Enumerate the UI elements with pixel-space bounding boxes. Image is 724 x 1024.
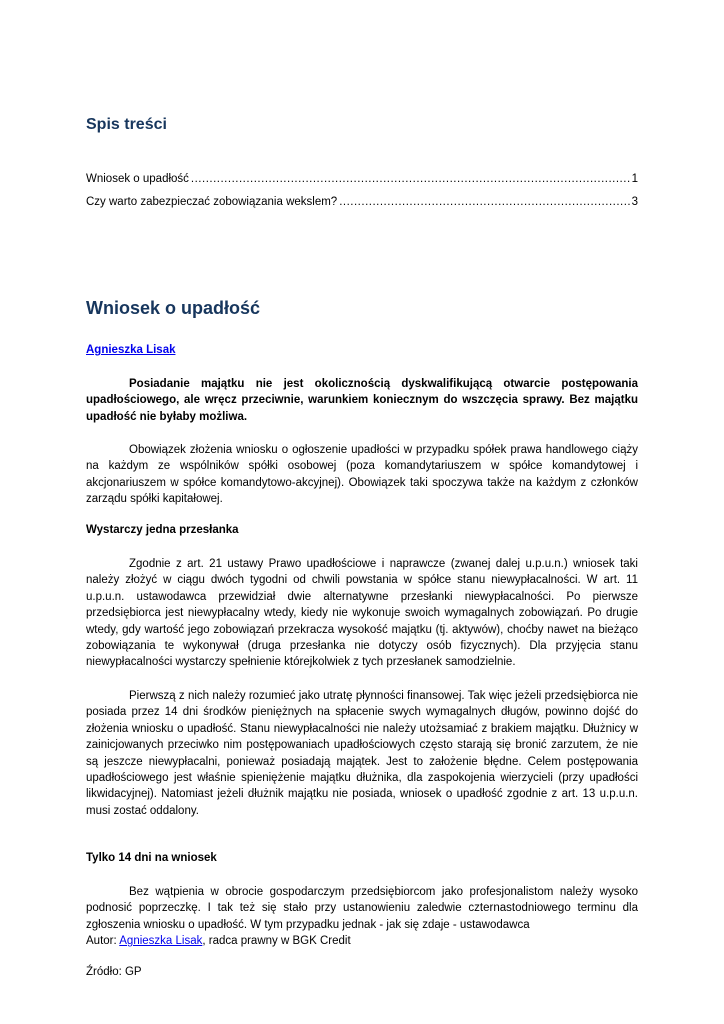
paragraph: Pierwszą z nich należy rozumieć jako utratę płynności finansowej. Tak więc jeżeli przedsiębiorca nie posiada przez 14 dni środków pieniężnych na spłacenie swych wymagalnych długów, powinno dojść do złożenia wniosku o upadłość. Stanu niewypłacalności nie należy utożsamiać z brakiem majątku. Dłużnicy w zainicjowanych przeciwko nim postępowaniach upadłościowych często starają się bronić zarzutem, że nie są jeszcze niewypłacalni, ponieważ posiadają majątek. Jest to założenie błędne. Celem postępowania upadłościowego jest właśnie spieniężenie majątku dłużnika, dla zaspokojenia wierzycieli (przy upadłości likwidacyjnej). Natomiast jeżeli dłużnik majątku nie posiada, wniosek o upadłość zgodnie z art. 13 u.p.u.n. musi zostać oddalony. — [86, 690, 638, 817]
subheading: Tylko 14 dni na wniosek — [86, 852, 217, 864]
paragraph — [86, 884, 638, 950]
toc-entry-page: 3 — [631, 196, 638, 208]
byline-suffix: , radca prawny w BGK Credit — [202, 935, 351, 948]
byline-author-link[interactable]: Agnieszka Lisak — [119, 935, 203, 948]
subheading: Wystarczy jedna przesłanka — [86, 524, 239, 536]
paragraph-text: Bez wątpienia w obrocie gospodarczym przedsiębiorcom jako profesjonalistom należy wysoko podnosić poprzeczkę. I tak też się stało przy ustanowieniu zaledwie czternastodniowego terminu dla zgłoszenia wniosku o upadłość. W tym przypadku jednak - jak się zdaje - ustawodawca — [86, 886, 638, 931]
toc-entry[interactable] — [86, 195, 638, 210]
toc-entry-label[interactable]: Wniosek o upadłość — [86, 173, 189, 185]
source-note: Źródło: GP — [86, 966, 142, 978]
byline-prefix: Autor: — [86, 935, 120, 948]
byline — [86, 933, 638, 949]
toc-entry-label[interactable]: Czy warto zabezpieczać zobowiązania wekslem? — [86, 196, 338, 208]
toc-entry-page: 1 — [631, 173, 638, 185]
toc-leader-dots — [191, 172, 630, 187]
author-link[interactable]: Agnieszka Lisak — [86, 344, 176, 356]
toc-title: Spis treści — [86, 116, 167, 133]
toc-entry[interactable] — [86, 172, 638, 187]
paragraph: Zgodnie z art. 21 ustawy Prawo upadłościowe i naprawcze (zwanej dalej u.p.u.n.) wniosek taki należy złożyć w ciągu dwóch tygodni od chwili powstania w spółce stanu niewypłacalności. W art. 11 u.p.u.n. ustawodawca przewidział dwie alternatywne przesłanki niewypłacalności. Po pierwsze przedsiębiorca jest niewypłacalny wtedy, kiedy nie wykonuje swoich wymagalnych zobowiązań. Po drugie wtedy, gdy wartość jego zobowiązań przekracza wysokość majątku (tj. aktywów), choćby nawet na bieżąco zobowiązania te wykonywał (druga przesłanka nie dotyczy osób fizycznych). Dla przyjęcia stanu niewypłacalności wystarczy spełnienie którejkolwiek z tych przesłanek samodzielnie. — [86, 558, 638, 669]
toc-leader-dots — [339, 195, 629, 210]
lead-paragraph: Posiadanie majątku nie jest okolicznością dyskwalifikującą otwarcie postępowania upadłościowego, ale wręcz przeciwnie, warunkiem koniecznym do wszczęcia sprawy. Bez majątku upadłość nie byłaby możliwa. — [86, 378, 638, 423]
paragraph: Obowiązek złożenia wniosku o ogłoszenie upadłości w przypadku spółek prawa handlowego ciąży na każdym ze wspólników spółki osobowej (poza komandytariuszem w spółce komandytowej i akcjonariuszem w spółce komandytowo-akcyjnej). Obowiązek taki spoczywa także na każdym z członków zarządu spółki kapitałowej. — [86, 444, 638, 506]
article-title: Wniosek o upadłość — [86, 298, 261, 318]
